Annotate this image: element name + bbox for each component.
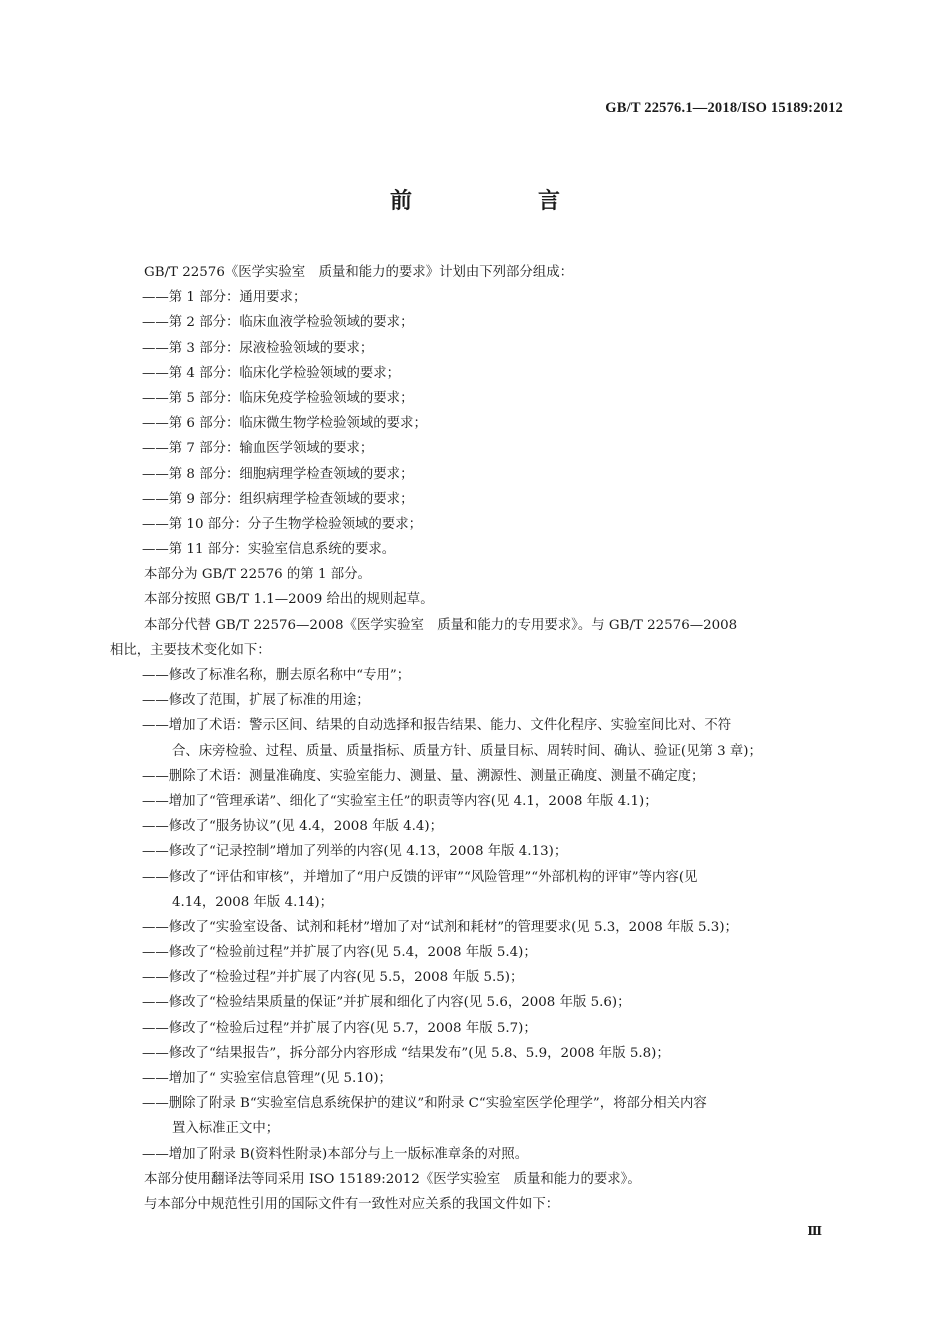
list-item: ——第 11 部分：实验室信息系统的要求。 <box>142 542 396 558</box>
list-item-continuation: 4.14，2008 年版 4.14)； <box>172 894 334 910</box>
list-item: ——修改了“评估和审核”，并增加了“用户反馈的评审”“风险管理”“外部机构的评审”等内容(见 <box>142 869 698 885</box>
paragraph-line: 本部分为 GB/T 22576 的第 1 部分。 <box>144 567 371 583</box>
list-item: ——增加了“管理承诺”、细化了“实验室主任”的职责等内容(见 4.1，2008 年版 4.1)； <box>142 793 658 809</box>
list-item: ——第 2 部分：临床血液学检验领域的要求； <box>142 315 414 331</box>
section-title: 前 言 <box>389 189 612 214</box>
list-item: ——第 10 部分：分子生物学检验领域的要求； <box>142 516 422 532</box>
list-item: ——第 5 部分：临床免疫学检验领域的要求； <box>142 390 414 406</box>
list-item: ——修改了“结果报告”，拆分部分内容形成 “结果发布”(见 5.8、5.9，2008 年版 5.8)； <box>142 1045 670 1061</box>
list-item: ——删除了附录 B“实验室信息系统保护的建议”和附录 C“实验室医学伦理学”，将部分相关内容 <box>142 1096 707 1112</box>
paragraph-line: 本部分按照 GB/T 1.1—2009 给出的规则起草。 <box>144 592 434 608</box>
list-item: ——修改了“检验后过程”并扩展了内容(见 5.7，2008 年版 5.7)； <box>142 1020 537 1036</box>
list-item: ——修改了“检验前过程”并扩展了内容(见 5.4，2008 年版 5.4)； <box>142 945 537 961</box>
paragraph-line: 与本部分中规范性引用的国际文件有一致性对应关系的我国文件如下： <box>144 1196 560 1212</box>
list-item-continuation: 置入标准正文中； <box>172 1121 280 1137</box>
list-item-continuation: 合、床旁检验、过程、质量、质量指标、质量方针、质量目标、周转时间、确认、验证(见第 3 章)； <box>172 743 762 759</box>
list-item: ——第 8 部分：细胞病理学检查领域的要求； <box>142 466 414 482</box>
list-item: ——修改了“检验结果质量的保证”并扩展和细化了内容(见 5.6，2008 年版 5.6)； <box>142 995 631 1011</box>
standard-code-header: GB/T 22576.1—2018/ISO 15189:2012 <box>605 100 843 116</box>
list-item: ——修改了范围，扩展了标准的用途； <box>142 693 370 709</box>
paragraph-line: GB/T 22576《医学实验室 质量和能力的要求》计划由下列部分组成： <box>144 265 573 280</box>
list-item: ——第 1 部分：通用要求； <box>142 290 307 306</box>
paragraph-line: 相比，主要技术变化如下： <box>110 642 271 658</box>
list-item: ——第 7 部分：输血医学领域的要求； <box>142 441 374 457</box>
list-item: ——增加了术语：警示区间、结果的自动选择和报告结果、能力、文件化程序、实验室间比对、不符 <box>142 718 732 734</box>
list-item: ——第 3 部分：尿液检验领域的要求； <box>142 340 374 356</box>
list-item: ——删除了术语：测量准确度、实验室能力、测量、量、溯源性、测量正确度、测量不确定度； <box>142 768 705 784</box>
list-item: ——增加了附录 B(资料性附录)本部分与上一版标准章条的对照。 <box>142 1146 529 1162</box>
list-item: ——修改了“检验过程”并扩展了内容(见 5.5，2008 年版 5.5)； <box>142 970 524 986</box>
list-item: ——修改了“服务协议”(见 4.4，2008 年版 4.4)； <box>142 819 444 835</box>
page-number: Ⅲ <box>807 1224 822 1238</box>
list-item: ——修改了标准名称，删去原名称中“专用”； <box>142 668 411 683</box>
foreword-body <box>110 260 845 1217</box>
list-item: ——第 9 部分：组织病理学检查领域的要求； <box>142 491 414 507</box>
list-item: ——增加了“ 实验室信息管理”(见 5.10)； <box>142 1071 392 1086</box>
paragraph-line: 本部分代替 GB/T 22576—2008《医学实验室 质量和能力的专用要求》。与 GB/T 22576—2008 <box>144 617 738 633</box>
list-item: ——修改了“记录控制”增加了列举的内容(见 4.13，2008 年版 4.13)； <box>142 844 568 860</box>
list-item: ——第 4 部分：临床化学检验领域的要求； <box>142 365 401 381</box>
list-item: ——第 6 部分：临床微生物学检验领域的要求； <box>142 416 427 432</box>
paragraph-line: 本部分使用翻译法等同采用 ISO 15189:2012《医学实验室 质量和能力的要求》。 <box>144 1171 641 1187</box>
list-item: ——修改了“实验室设备、试剂和耗材”增加了对“试剂和耗材”的管理要求(见 5.3，2008 年版 5.3)； <box>142 919 738 935</box>
